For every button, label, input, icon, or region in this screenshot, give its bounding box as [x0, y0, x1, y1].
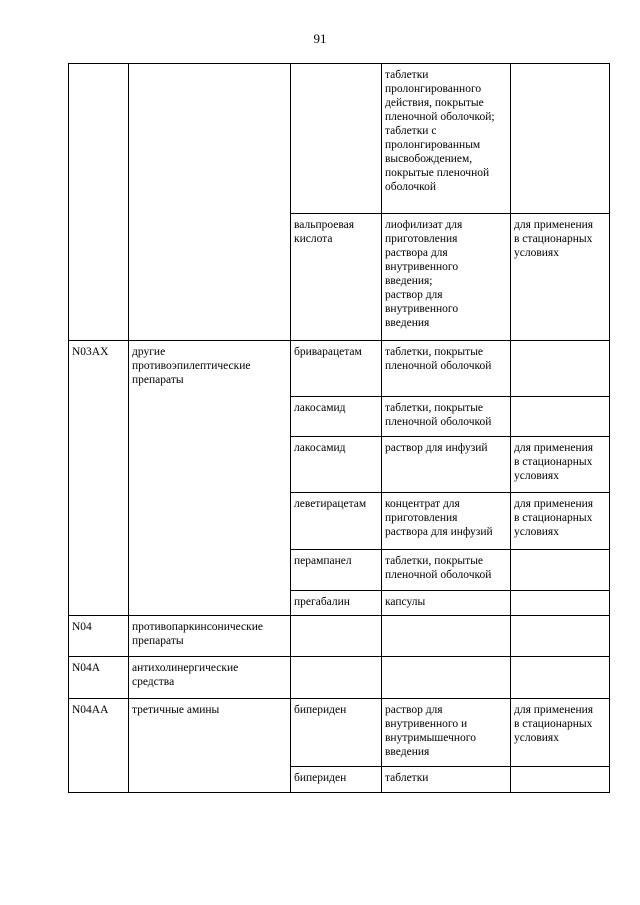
atc-code-cell: N04AA	[69, 699, 129, 793]
condition-cell	[511, 767, 610, 793]
atc-code-cell: N04A	[69, 657, 129, 699]
condition-cell	[511, 657, 610, 699]
page-number: 91	[313, 31, 327, 46]
drug-name-cell	[291, 657, 382, 699]
group-name-cell: антихолинергические средства	[129, 657, 291, 699]
drug-name-cell	[291, 616, 382, 657]
dosage-form-cell: раствор для внутривенного и внутримышечного введения	[382, 699, 511, 767]
table-row	[69, 64, 610, 214]
condition-cell	[511, 397, 610, 437]
drug-name-cell: вальпроевая кислота	[291, 214, 382, 341]
drug-name-cell: лакосамид	[291, 437, 382, 493]
dosage-form-cell: раствор для инфузий	[382, 437, 511, 493]
group-name-cell: противопаркинсонические препараты	[129, 616, 291, 657]
drug-name-cell: перампанел	[291, 550, 382, 591]
condition-cell: для применения в стационарных условиях	[511, 214, 610, 341]
group-name-cell: другие противоэпилептические препараты	[129, 341, 291, 616]
condition-cell: для применения в стационарных условиях	[511, 493, 610, 550]
dosage-form-cell: таблетки	[382, 767, 511, 793]
table-row	[69, 341, 610, 397]
drug-name-cell	[291, 64, 382, 214]
drug-name-cell: лакосамид	[291, 397, 382, 437]
condition-cell	[511, 341, 610, 397]
condition-cell	[511, 550, 610, 591]
condition-cell	[511, 616, 610, 657]
table-row	[69, 657, 610, 699]
table-row	[69, 699, 610, 767]
group-name-cell	[129, 64, 291, 341]
atc-code-cell: N04	[69, 616, 129, 657]
dosage-form-cell: концентрат для приготовления раствора для инфузий	[382, 493, 511, 550]
dosage-form-cell: лиофилизат для приготовления раствора для внутривенного введения; раствор для внутривенного введения	[382, 214, 511, 341]
dosage-form-cell: таблетки, покрытые пленочной оболочкой	[382, 341, 511, 397]
group-name-cell: третичные амины	[129, 699, 291, 793]
condition-cell	[511, 64, 610, 214]
condition-cell: для применения в стационарных условиях	[511, 699, 610, 767]
drug-name-cell: леветирацетам	[291, 493, 382, 550]
drug-list-table	[68, 63, 610, 793]
atc-code-cell: N03AX	[69, 341, 129, 616]
dosage-form-cell: капсулы	[382, 591, 511, 616]
table-row	[69, 616, 610, 657]
dosage-form-cell	[382, 657, 511, 699]
condition-cell	[511, 591, 610, 616]
condition-cell: для применения в стационарных условиях	[511, 437, 610, 493]
dosage-form-cell	[382, 616, 511, 657]
dosage-form-cell: таблетки пролонгированного действия, покрытые пленочной оболочкой; таблетки с пролонгированным высвобождением, покрытые пленочной оболочкой	[382, 64, 511, 214]
atc-code-cell	[69, 64, 129, 341]
drug-name-cell: бриварацетам	[291, 341, 382, 397]
dosage-form-cell: таблетки, покрытые пленочной оболочкой	[382, 550, 511, 591]
drug-name-cell: бипериден	[291, 699, 382, 767]
drug-name-cell: бипериден	[291, 767, 382, 793]
dosage-form-cell: таблетки, покрытые пленочной оболочкой	[382, 397, 511, 437]
drug-name-cell: прегабалин	[291, 591, 382, 616]
